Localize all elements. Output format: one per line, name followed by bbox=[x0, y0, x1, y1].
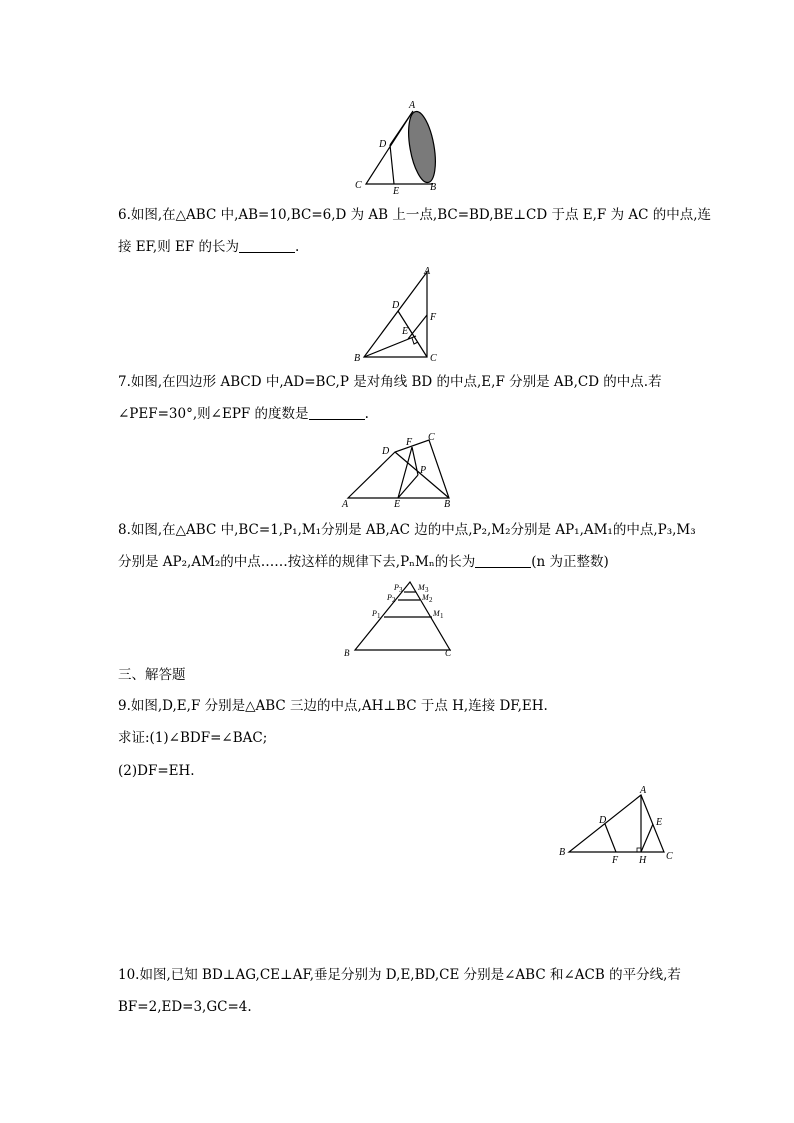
q7-line2 bbox=[118, 405, 369, 423]
label-P1-sub: 1 bbox=[377, 612, 381, 620]
label-D: D bbox=[599, 815, 607, 826]
q6-line2-text: 接 EF,则 EF 的长为 bbox=[118, 239, 240, 255]
section-3-heading: 三、解答题 bbox=[118, 667, 186, 683]
label-P3-sub: 3 bbox=[399, 586, 403, 594]
q9-segments bbox=[605, 795, 653, 852]
label-P3: P bbox=[394, 583, 399, 592]
label-P: P bbox=[420, 465, 427, 476]
label-C: C bbox=[355, 180, 362, 191]
q7-quadrilateral bbox=[348, 440, 449, 498]
label-C: C bbox=[428, 432, 435, 443]
q10-line2: BF=2,ED=3,GC=4. bbox=[118, 999, 252, 1015]
q10-line1: 10.如图,已知 BD⊥AG,CE⊥AF,垂足分别为 D,E,BD,CE 分别是∠ABC 和∠ACB 的平分线,若 bbox=[118, 967, 681, 983]
q9-triangle bbox=[569, 795, 664, 852]
label-D: D bbox=[392, 300, 400, 311]
q6-line2-end: . bbox=[295, 239, 300, 255]
label-M1: M bbox=[433, 609, 440, 618]
q9-line2: 求证:(1)∠BDF=∠BAC; bbox=[118, 730, 268, 746]
label-C: C bbox=[666, 851, 673, 862]
label-E: E bbox=[402, 326, 409, 337]
label-P1: P bbox=[372, 609, 377, 618]
label-M3: M bbox=[418, 583, 425, 592]
label-A: A bbox=[409, 100, 416, 111]
label-P2-sub: 2 bbox=[392, 596, 396, 604]
q7-line2-end: . bbox=[364, 406, 369, 422]
label-A: A bbox=[640, 785, 647, 796]
q8-line2 bbox=[118, 553, 609, 571]
q7-line1: 7.如图,在四边形 ABCD 中,AD=BC,P 是对角线 BD 的中点,E,F 分别是 AB,CD 的中点.若 bbox=[118, 374, 662, 390]
cone-ellipse bbox=[404, 109, 440, 184]
label-C: C bbox=[445, 648, 452, 658]
q6-segments bbox=[364, 311, 427, 357]
label-B: B bbox=[344, 648, 350, 658]
label-C: C bbox=[430, 353, 437, 364]
q7-answer-blank[interactable] bbox=[309, 407, 365, 420]
label-E: E bbox=[393, 186, 400, 197]
label-B: B bbox=[430, 182, 437, 193]
label-H: H bbox=[639, 855, 647, 866]
q8-line2-end: (n 为正整数) bbox=[531, 554, 609, 570]
label-D: D bbox=[379, 139, 387, 150]
q7-line2-text: ∠PEF=30°,则∠EPF 的度数是 bbox=[118, 406, 309, 422]
label-F: F bbox=[406, 437, 413, 448]
q8-line1: 8.如图,在△ABC 中,BC=1,P₁,M₁分别是 AB,AC 边的中点,P₂,M₂分别是 AP₁,AM₁的中点,P₃,M₃ bbox=[118, 522, 696, 538]
cone-figure bbox=[350, 95, 450, 200]
label-M2-sub: 2 bbox=[429, 596, 433, 604]
q6-line1: 6.如图,在△ABC 中,AB=10,BC=6,D 为 AB 上一点,BC=BD,BE⊥CD 于点 E,F 为 AC 的中点,连 bbox=[118, 207, 712, 223]
q9-line1: 9.如图,D,E,F 分别是△ABC 三边的中点,AH⊥BC 于点 H,连接 DF,EH. bbox=[118, 698, 548, 714]
label-A: A bbox=[342, 499, 349, 510]
q6-answer-blank[interactable] bbox=[239, 240, 295, 253]
label-B: B bbox=[444, 499, 451, 510]
q7-figure bbox=[338, 430, 463, 512]
label-E: E bbox=[656, 817, 663, 828]
q8-answer-blank[interactable] bbox=[475, 555, 531, 568]
label-M1-sub: 1 bbox=[440, 612, 444, 620]
label-F: F bbox=[430, 312, 437, 323]
q9-line3: (2)DF=EH. bbox=[118, 763, 195, 779]
q9-figure bbox=[555, 780, 685, 868]
label-B: B bbox=[559, 847, 566, 858]
q8-figure bbox=[340, 578, 460, 660]
q6-figure bbox=[350, 262, 450, 368]
label-A: A bbox=[424, 266, 431, 277]
label-E: E bbox=[394, 499, 401, 510]
q8-line2-text: 分别是 AP₂,AM₂的中点……按这样的规律下去,PₙMₙ的长为 bbox=[118, 554, 476, 570]
label-B: B bbox=[354, 353, 361, 364]
label-P2: P bbox=[387, 593, 392, 602]
label-D: D bbox=[382, 446, 390, 457]
q6-line2 bbox=[118, 238, 299, 256]
label-F: F bbox=[612, 855, 619, 866]
label-M3-sub: 3 bbox=[425, 586, 429, 594]
label-M2: M bbox=[422, 593, 429, 602]
